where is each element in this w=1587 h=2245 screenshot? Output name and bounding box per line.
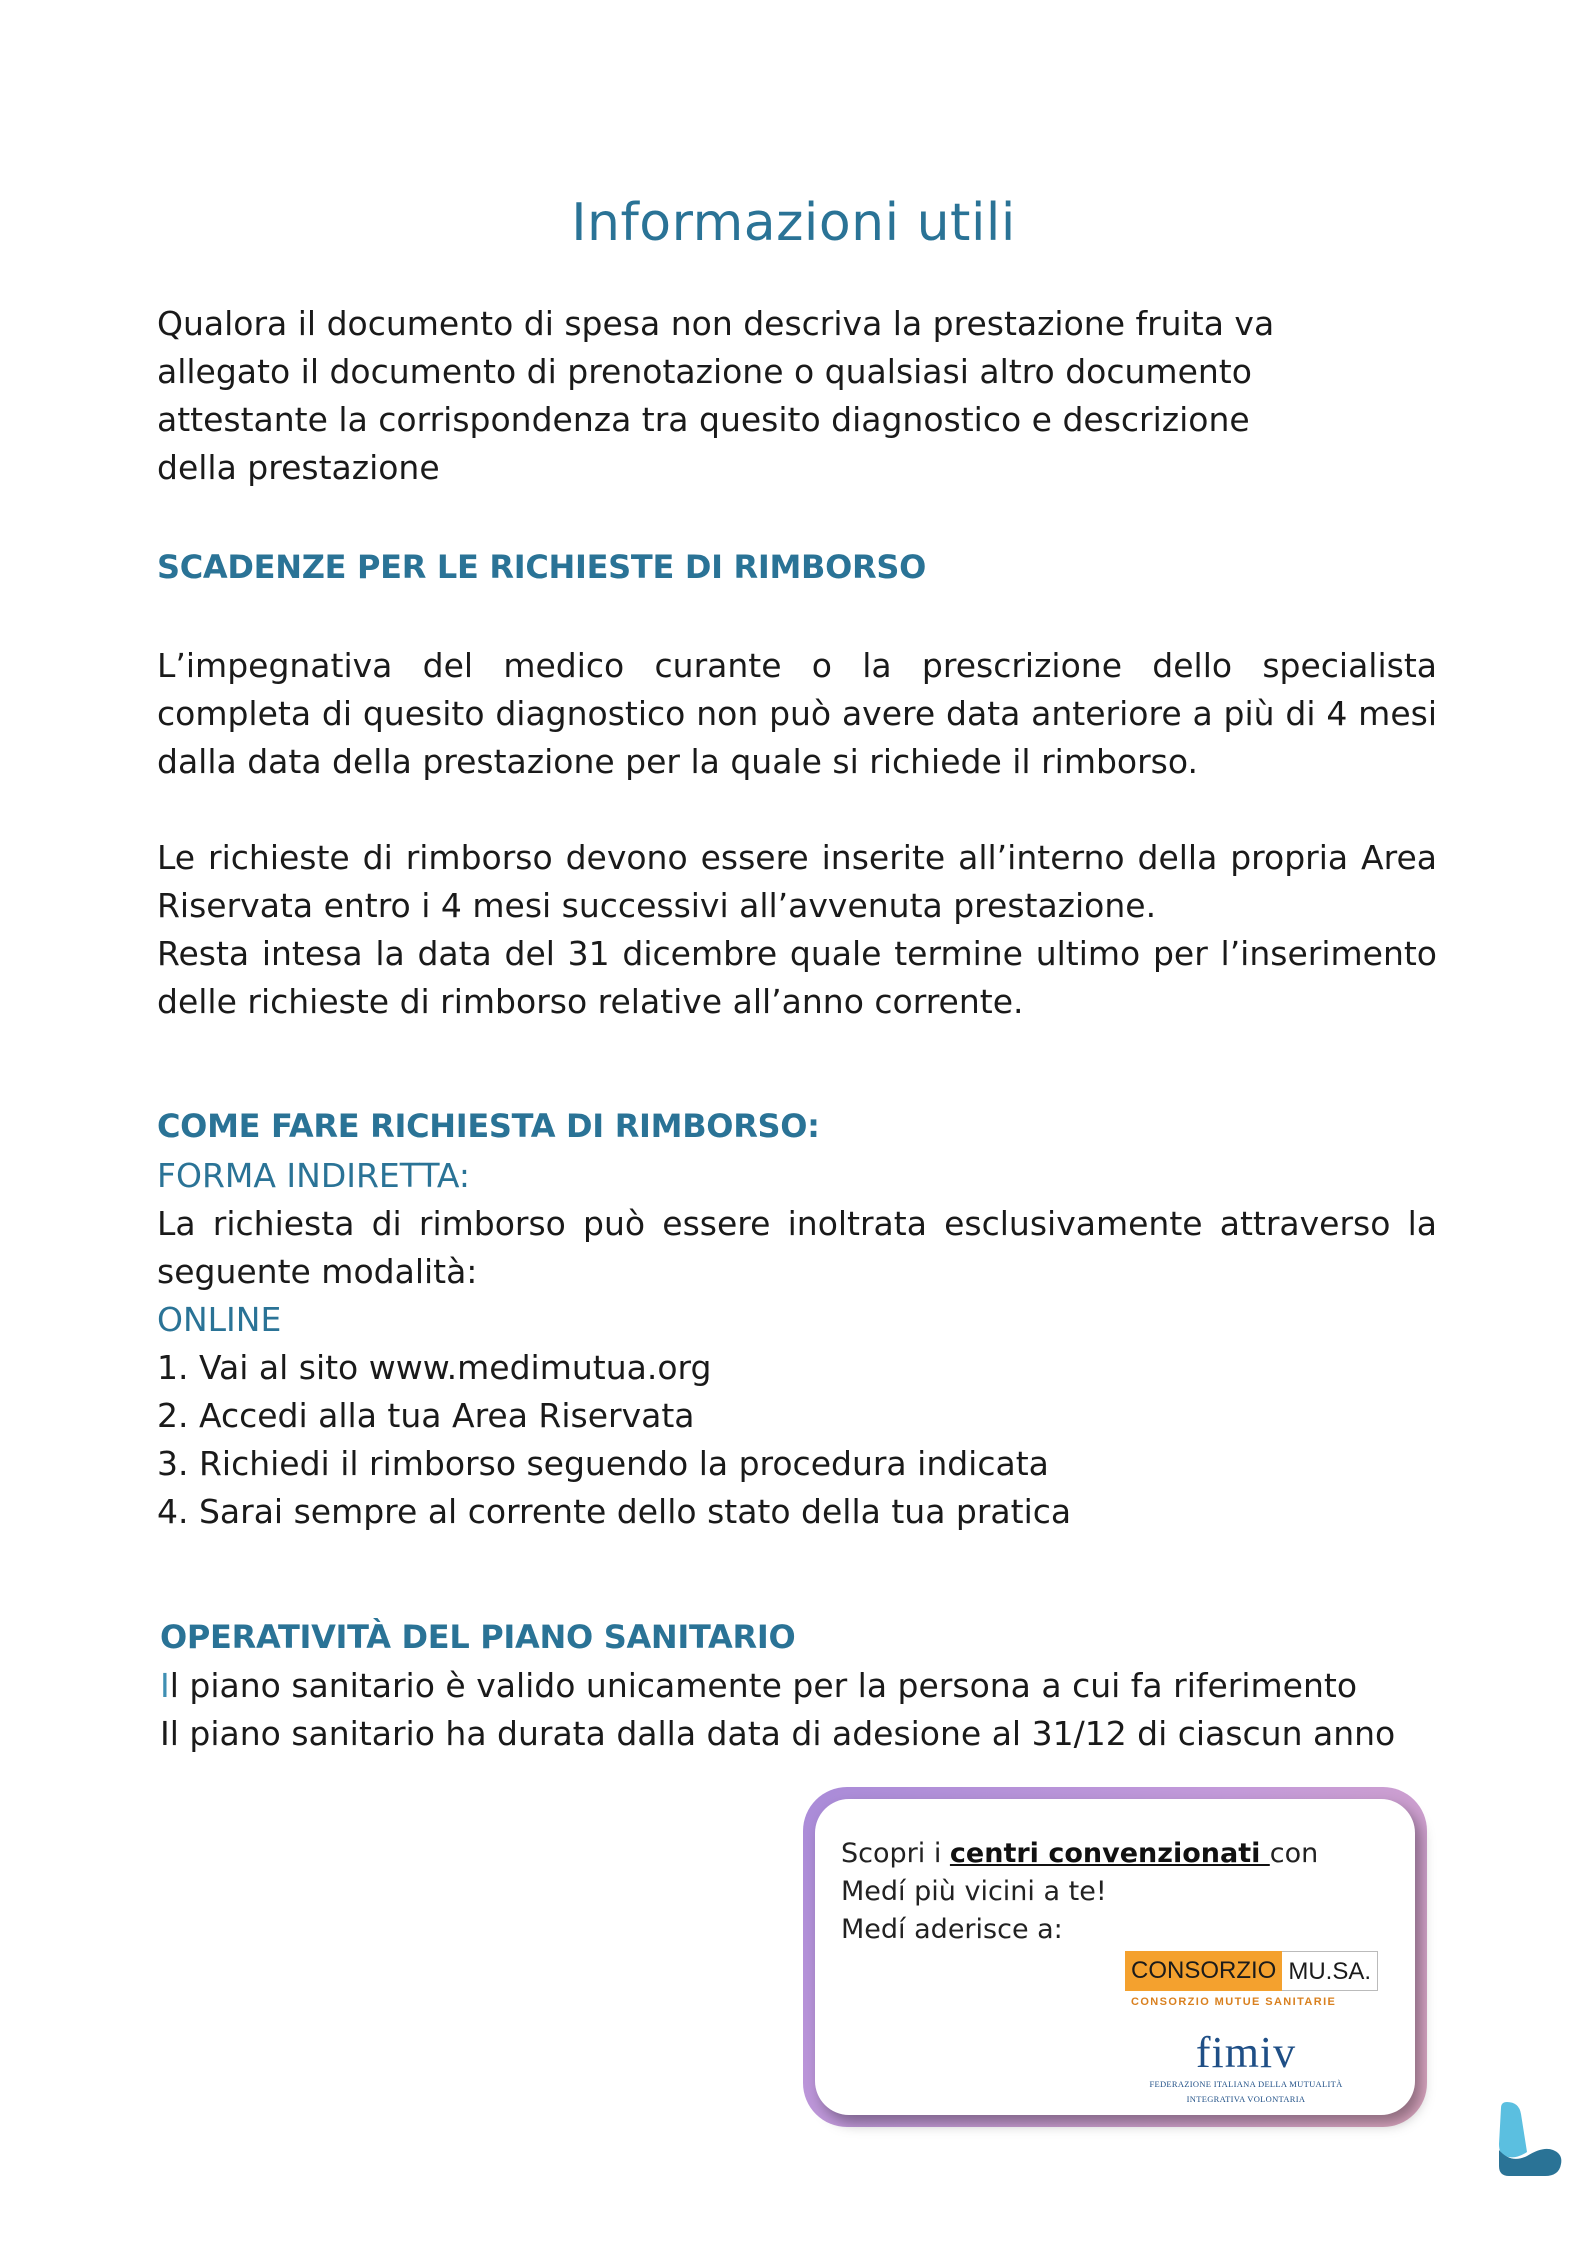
card-line-2: Medí più vicini a te! xyxy=(841,1876,1107,1907)
fimiv-wordmark: fimiv xyxy=(1195,2028,1297,2077)
howto-step: 3. Richiedi il rimborso seguendo la procedura indicata xyxy=(157,1444,1049,1483)
deadlines-paragraph-1: L’impegnativa del medico curante o la prescrizione dello specialista completa di quesito diagnostico non può avere data anteriore a più di 4 mesi dalla data della prestazione per la quale si richiede il rimborso. xyxy=(157,646,1437,781)
operativity-first-letter: I xyxy=(160,1666,170,1705)
operativity-line-1 xyxy=(160,1662,1437,1710)
card-line-1 xyxy=(841,1835,1318,1873)
card-line-3: Medí aderisce a: xyxy=(841,1914,1063,1945)
deadlines-paragraph-3: Resta intesa la data del 31 dicembre quale termine ultimo per l’inserimento delle richieste di rimborso relative all’anno corrente. xyxy=(157,934,1437,1021)
card-prefix: Scopri i xyxy=(841,1838,950,1869)
operativity-heading: OPERATIVITÀ DEL PIANO SANITARIO xyxy=(160,1618,796,1656)
howto-subheading: FORMA INDIRETTA: xyxy=(157,1156,471,1195)
operativity-line-2: Il piano sanitario ha durata dalla data di adesione al 31/12 di ciascun anno xyxy=(160,1714,1396,1753)
affiliations-card xyxy=(803,1787,1427,2127)
affiliations-card-inner xyxy=(815,1799,1415,2115)
howto-mode: ONLINE xyxy=(157,1300,282,1339)
operativity-section xyxy=(160,1662,1437,1758)
intro-line: della prestazione xyxy=(157,448,440,487)
musa-logo-subtitle: CONSORZIO MUTUE SANITARIE xyxy=(1131,1996,1337,2008)
fimiv-logo xyxy=(1131,2028,1361,2105)
howto-step: 2. Accedi alla tua Area Riservata xyxy=(157,1396,695,1435)
intro-line: attestante la corrispondenza tra quesito diagnostico e descrizione xyxy=(157,400,1250,439)
card-suffix: con xyxy=(1269,1838,1319,1869)
howto-section xyxy=(157,1152,1437,1536)
operativity-line-1-rest: l piano sanitario è valido unicamente per la persona a cui fa riferimento xyxy=(169,1666,1358,1705)
howto-text: La richiesta di rimborso può essere inoltrata esclusivamente attraverso la seguente modalità: xyxy=(157,1204,1437,1291)
card-text xyxy=(841,1835,1318,1949)
deadlines-paragraph-2: Le richieste di rimborso devono essere inserite all’interno della propria Area Riservata entro i 4 mesi successivi all’avvenuta prestazione. xyxy=(157,838,1437,925)
howto-step: 4. Sarai sempre al corrente dello stato della tua pratica xyxy=(157,1492,1072,1531)
intro-paragraph xyxy=(157,300,1437,492)
musa-logo-right: MU.SA. xyxy=(1282,1951,1378,1991)
howto-heading: COME FARE RICHIESTA DI RIMBORSO: xyxy=(157,1107,820,1145)
deadlines-heading: SCADENZE PER LE RICHIESTE DI RIMBORSO xyxy=(157,548,927,586)
medi-logo-icon xyxy=(1487,2100,1567,2180)
deadlines-section xyxy=(157,642,1437,1026)
intro-line: allegato il documento di prenotazione o qualsiasi altro documento xyxy=(157,352,1252,391)
musa-logo-left: CONSORZIO xyxy=(1125,1951,1282,1991)
centri-convenzionati-link[interactable]: centri convenzionati xyxy=(949,1838,1270,1869)
howto-step: 1. Vai al sito www.medimutua.org xyxy=(157,1348,712,1387)
page-title: Informazioni utili xyxy=(571,192,1016,253)
fimiv-subtitle-1: FEDERAZIONE ITALIANA DELLA MUTUALITÀ xyxy=(1149,2079,1343,2089)
intro-line: Qualora il documento di spesa non descriva la prestazione fruita va xyxy=(157,304,1275,343)
fimiv-subtitle-2: INTEGRATIVA VOLONTARIA xyxy=(1186,2094,1306,2104)
consorzio-musa-logo xyxy=(1125,1951,1385,2009)
